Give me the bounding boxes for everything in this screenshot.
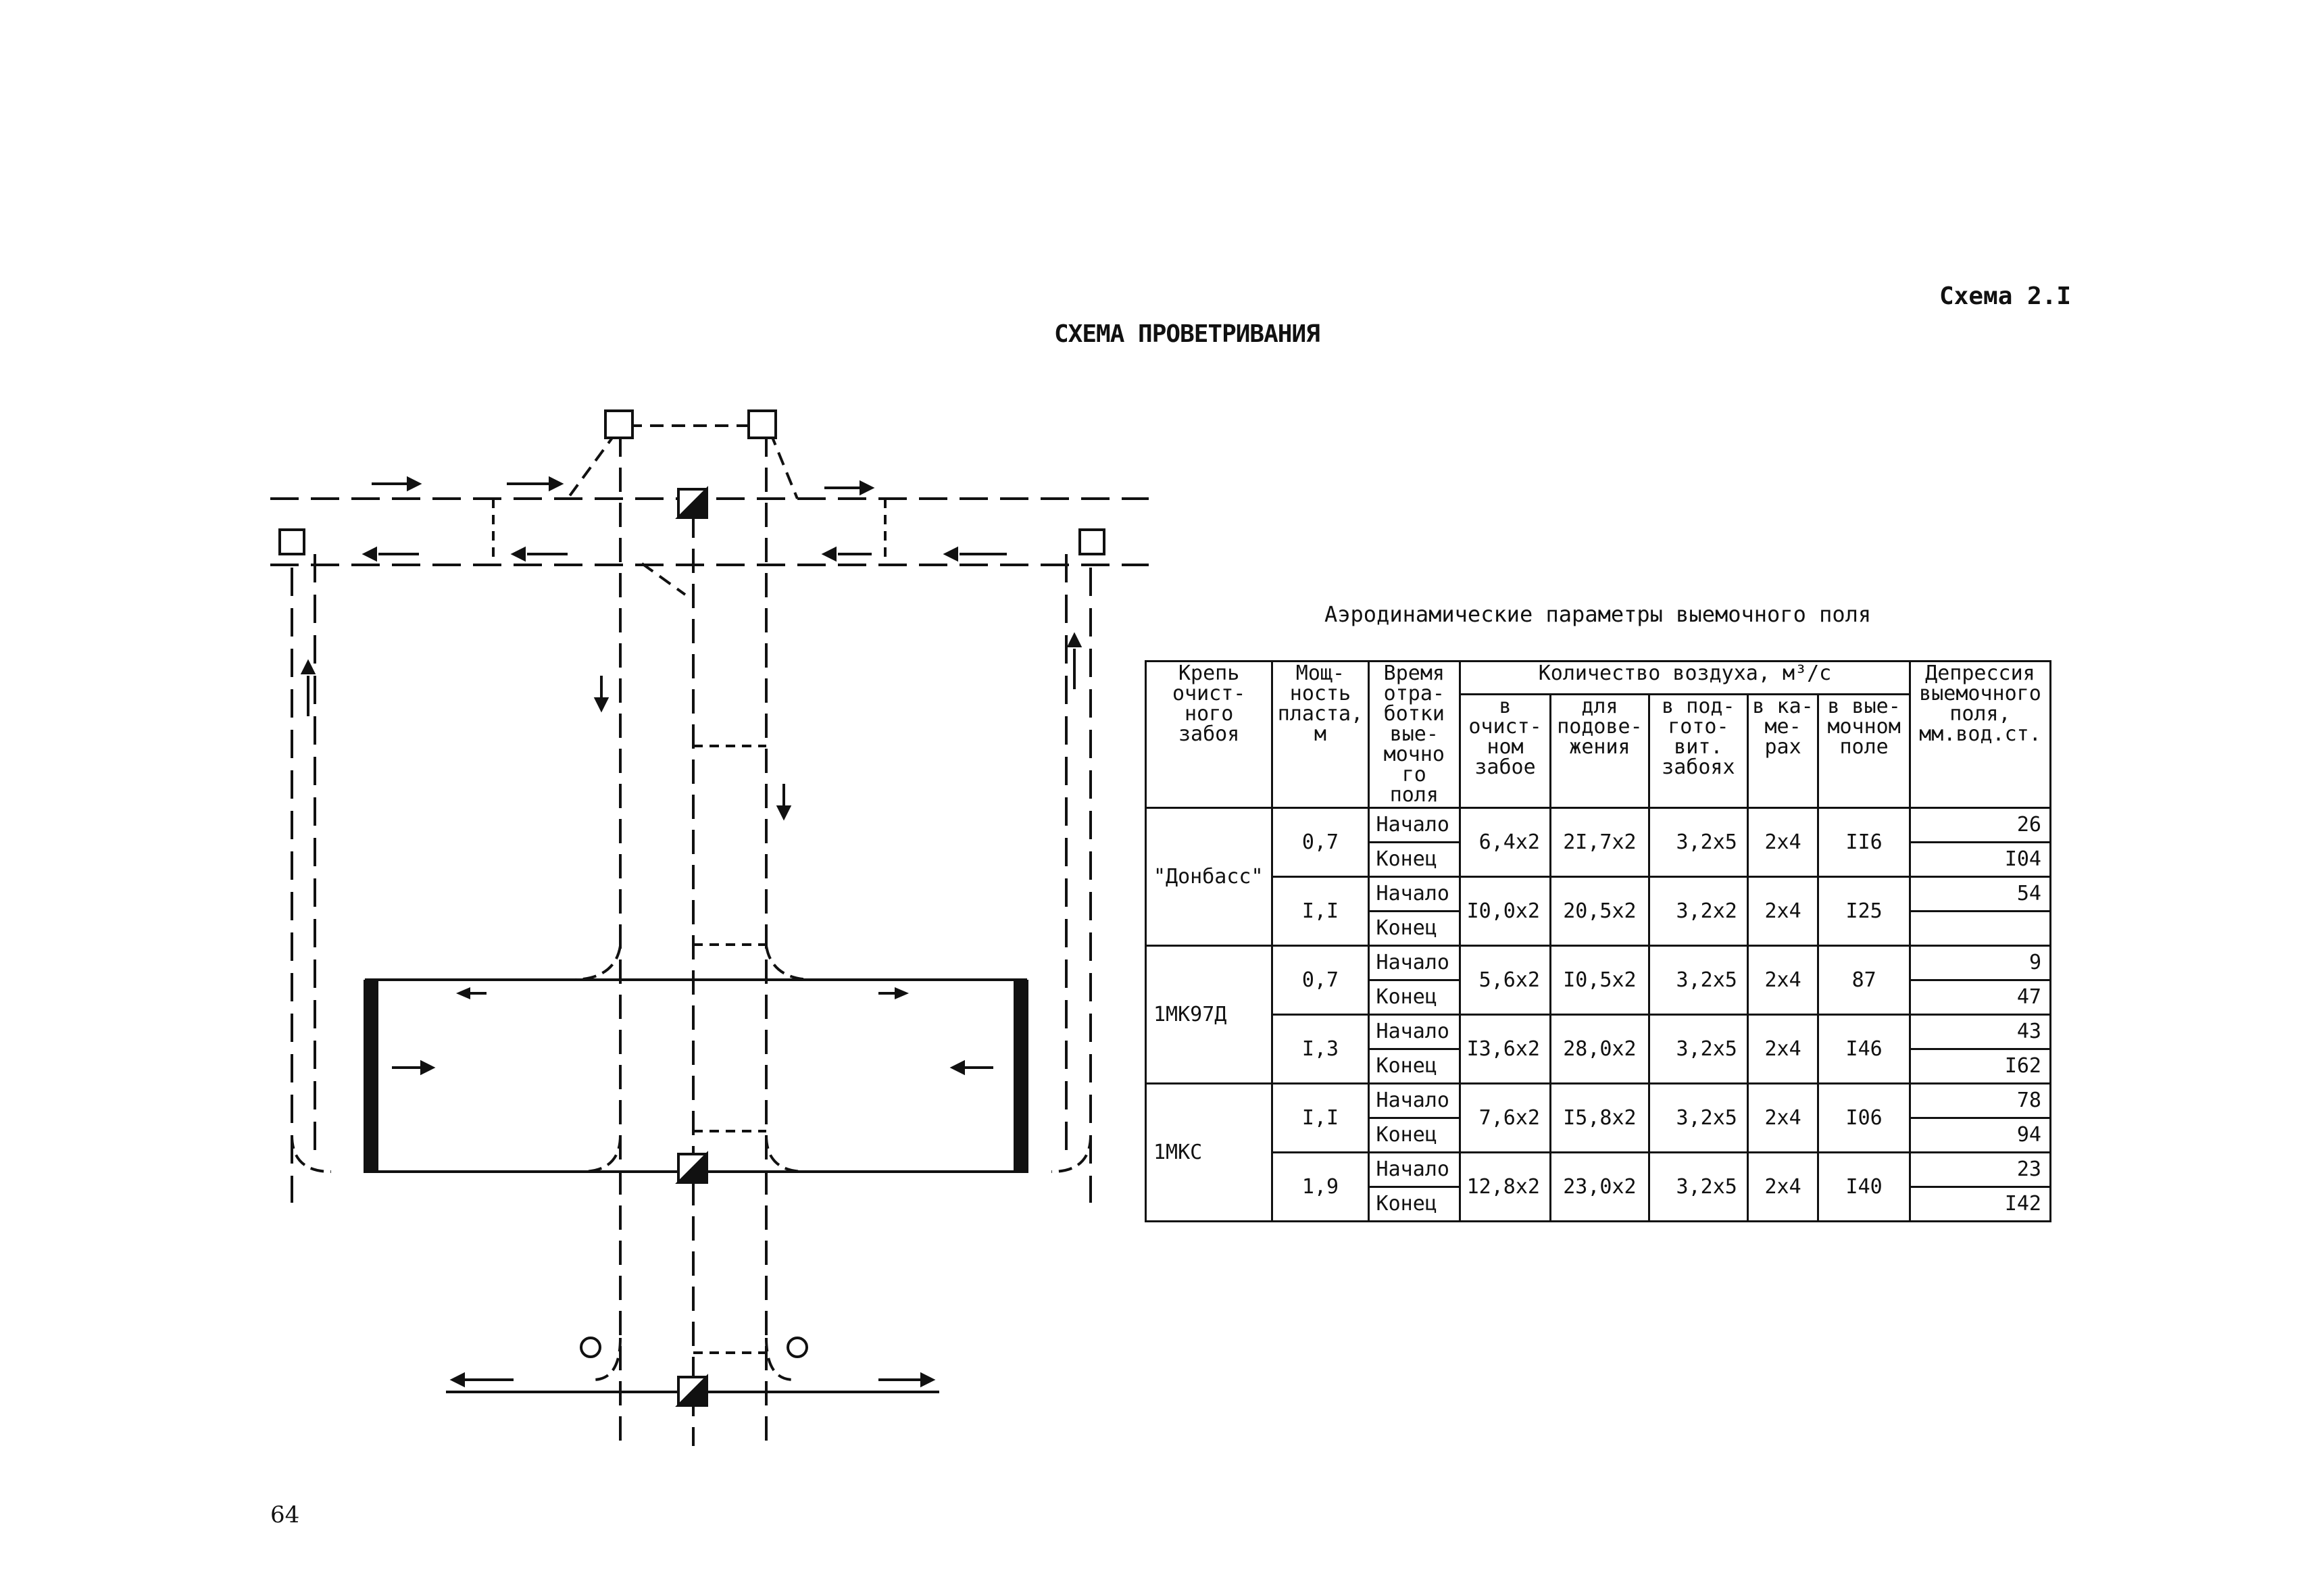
header-air-prep: в под-гото-вит. забоях bbox=[1649, 694, 1747, 807]
air-face-cell: 12,8x2 bbox=[1460, 1153, 1551, 1222]
table-row bbox=[1146, 1084, 2051, 1118]
air-face-cell: 7,6x2 bbox=[1460, 1084, 1551, 1153]
air-chambers-cell: 2x4 bbox=[1747, 877, 1818, 946]
air-dilution-cell: 20,5x2 bbox=[1550, 877, 1649, 946]
thickness-cell: I,3 bbox=[1272, 1015, 1368, 1084]
airflow-arrows bbox=[303, 478, 1080, 1385]
time-start-cell: Начало bbox=[1368, 1153, 1460, 1187]
thickness-cell: 0,7 bbox=[1272, 946, 1368, 1015]
header-air-quantity: Количество воздуха, м³/с bbox=[1460, 662, 1910, 695]
air-field-cell: I40 bbox=[1818, 1153, 1910, 1222]
air-prep-cell: 3,2x5 bbox=[1649, 1015, 1747, 1084]
longwall-panel bbox=[365, 980, 1027, 1172]
air-field-cell: I46 bbox=[1818, 1015, 1910, 1084]
fan-box-top-right bbox=[749, 411, 776, 438]
time-end-cell: Конец bbox=[1368, 980, 1460, 1015]
depression-end-cell: I42 bbox=[1910, 1187, 2050, 1222]
air-face-cell: I0,0x2 bbox=[1460, 877, 1551, 946]
depression-start-cell: 23 bbox=[1910, 1153, 2050, 1187]
aerodynamic-parameters-table bbox=[1145, 660, 2051, 1222]
air-dilution-cell: 28,0x2 bbox=[1550, 1015, 1649, 1084]
time-end-cell: Конец bbox=[1368, 1049, 1460, 1084]
depression-start-cell: 54 bbox=[1910, 877, 2050, 912]
air-face-cell: I3,6x2 bbox=[1460, 1015, 1551, 1084]
depression-end-cell: 94 bbox=[1910, 1118, 2050, 1153]
depression-start-cell: 26 bbox=[1910, 808, 2050, 843]
time-start-cell: Начало bbox=[1368, 1084, 1460, 1118]
depression-start-cell: 43 bbox=[1910, 1015, 2050, 1049]
air-dilution-cell: I5,8x2 bbox=[1550, 1084, 1649, 1153]
table-row bbox=[1146, 808, 2051, 843]
time-end-cell: Конец bbox=[1368, 1187, 1460, 1222]
scheme-number-label: Схема 2.I bbox=[1939, 282, 2072, 310]
header-thickness: Мощ-ность пласта, м bbox=[1272, 662, 1368, 808]
air-field-cell: II6 bbox=[1818, 808, 1910, 877]
depression-start-cell: 78 bbox=[1910, 1084, 2050, 1118]
time-end-cell: Конец bbox=[1368, 912, 1460, 946]
table-row bbox=[1146, 946, 2051, 980]
air-dilution-cell: 2I,7x2 bbox=[1550, 808, 1649, 877]
air-face-cell: 6,4x2 bbox=[1460, 808, 1551, 877]
support-type-cell: "Донбасс" bbox=[1146, 808, 1272, 946]
air-field-cell: 87 bbox=[1818, 946, 1910, 1015]
air-prep-cell: 3,2x5 bbox=[1649, 808, 1747, 877]
left-face-support bbox=[364, 980, 378, 1173]
air-dilution-cell: I0,5x2 bbox=[1550, 946, 1649, 1015]
page-title: СХЕМА ПРОВЕТРИВАНИЯ bbox=[1054, 320, 1320, 348]
time-start-cell: Начало bbox=[1368, 877, 1460, 912]
air-prep-cell: 3,2x5 bbox=[1649, 1153, 1747, 1222]
air-field-cell: I25 bbox=[1818, 877, 1910, 946]
air-prep-cell: 3,2x5 bbox=[1649, 946, 1747, 1015]
right-face-support bbox=[1014, 980, 1028, 1173]
table-row bbox=[1146, 1153, 2051, 1187]
depression-start-cell: 9 bbox=[1910, 946, 2050, 980]
air-field-cell: I06 bbox=[1818, 1084, 1910, 1153]
air-face-cell: 5,6x2 bbox=[1460, 946, 1551, 1015]
depression-end-cell: 47 bbox=[1910, 980, 2050, 1015]
time-end-cell: Конец bbox=[1368, 1118, 1460, 1153]
table-caption: Аэродинамические параметры выемочного поля bbox=[1324, 601, 1872, 627]
page-number: 64 bbox=[270, 1501, 300, 1528]
box-right-drift bbox=[1080, 530, 1104, 554]
depression-end-cell: I04 bbox=[1910, 843, 2050, 877]
cross-cuts bbox=[493, 499, 885, 1353]
support-type-cell: 1МКС bbox=[1146, 1084, 1272, 1222]
thickness-cell: 0,7 bbox=[1272, 808, 1368, 877]
fan-box-top-left bbox=[605, 411, 632, 438]
thickness-cell: I,I bbox=[1272, 877, 1368, 946]
header-time: Время отра-ботки вые-мочно го поля bbox=[1368, 662, 1460, 808]
time-start-cell: Начало bbox=[1368, 1015, 1460, 1049]
header-air-field: в вые-мочном поле bbox=[1818, 694, 1910, 807]
air-prep-cell: 3,2x2 bbox=[1649, 877, 1747, 946]
air-chambers-cell: 2x4 bbox=[1747, 808, 1818, 877]
header-air-chambers: в ка-ме-рах bbox=[1747, 694, 1818, 807]
header-air-face: в очист-ном забое bbox=[1460, 694, 1551, 807]
air-chambers-cell: 2x4 bbox=[1747, 1153, 1818, 1222]
thickness-cell: 1,9 bbox=[1272, 1153, 1368, 1222]
depression-end-cell: I62 bbox=[1910, 1049, 2050, 1084]
thickness-cell: I,I bbox=[1272, 1084, 1368, 1153]
time-start-cell: Начало bbox=[1368, 946, 1460, 980]
header-air-dilution: для подове-жения bbox=[1550, 694, 1649, 807]
air-prep-cell: 3,2x5 bbox=[1649, 1084, 1747, 1153]
air-chambers-cell: 2x4 bbox=[1747, 1084, 1818, 1153]
field-boundary-lines bbox=[292, 554, 1091, 1203]
box-left-drift bbox=[280, 530, 304, 554]
table-row bbox=[1146, 1015, 2051, 1049]
air-chambers-cell: 2x4 bbox=[1747, 946, 1818, 1015]
header-depression: Депрессия выемочного поля, мм.вод.ст. bbox=[1910, 662, 2050, 808]
central-inclines bbox=[620, 432, 766, 1446]
air-dilution-cell: 23,0x2 bbox=[1550, 1153, 1649, 1222]
time-start-cell: Начало bbox=[1368, 808, 1460, 843]
support-type-cell: 1МК97Д bbox=[1146, 946, 1272, 1084]
air-chambers-cell: 2x4 bbox=[1747, 1015, 1818, 1084]
time-end-cell: Конец bbox=[1368, 843, 1460, 877]
depression-end-cell bbox=[1910, 912, 2050, 946]
table-row bbox=[1146, 877, 2051, 912]
header-support: Крепь очист-ного забоя bbox=[1146, 662, 1272, 808]
